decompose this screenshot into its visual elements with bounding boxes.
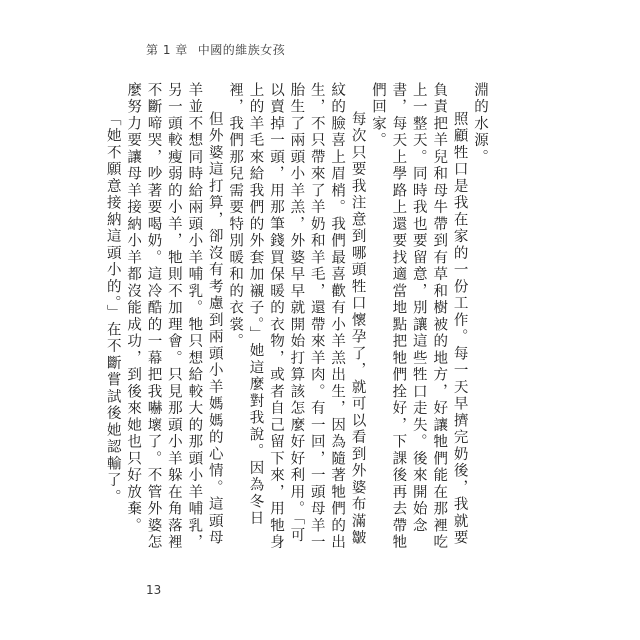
paragraph: 淵的水源。: [472, 82, 488, 166]
paragraph: 照顧牲口是我在家的一份工作。每一天早擠完奶後，我就要負責把羊兒和母牛帶到有草和樹被的地方，好讓牠們能在那裡吃上一整天。同時我也要留意，別讓這些牲口走失。後來開始念書，每天上學路上還要找適當地點把牠們拴好，下課後再去帶牠們回家。: [369, 82, 468, 551]
chapter-label: 第 1 章: [146, 43, 188, 57]
paragraph: 「她不願意接納這頭小的。」在不斷嘗試後她認輸了。: [104, 111, 121, 506]
page-number: 13: [146, 583, 162, 597]
paragraph: 但外婆這打算，卻沒有考慮到兩頭小羊媽媽的心情。這頭母羊並不想同時給兩頭小羊哺乳。牠只想給較大的那頭小羊哺乳，另一頭較瘦弱的小羊，牠則不加理會。只見那頭小羊躲在角落裡不斷啼哭，吵著要喝奶。這冷酷的一幕把我嚇壞了。不管外婆怎麼努力要讓母羊接納小羊都沒能成功，到後來她也只好放棄。: [125, 82, 223, 551]
chapter-title: 中國的維族女孩: [197, 43, 286, 57]
paragraph: 每次只要我注意到哪頭牲口懷孕了，就可以看到外婆布滿皺紋的臉喜上眉梢。我們最喜歡有小羊羔出生，因為隨著牠們的出生，不只帶來了羊奶和羊毛，還帶來羊肉。有一回，一頭母羊一胎生了兩頭小羊羔，外婆早早就開始打算該怎麼好好利用。「可以賣掉一頭，用那筆錢買保暖的衣物，或者自己留下來，用牠身上的羊毛來給我們的外套加襯子。」她這麼對我說。因為冬日裡，我們那兒需要特別暖和的衣裳。: [227, 82, 366, 551]
running-header: [146, 41, 285, 58]
body-text: [104, 82, 490, 552]
